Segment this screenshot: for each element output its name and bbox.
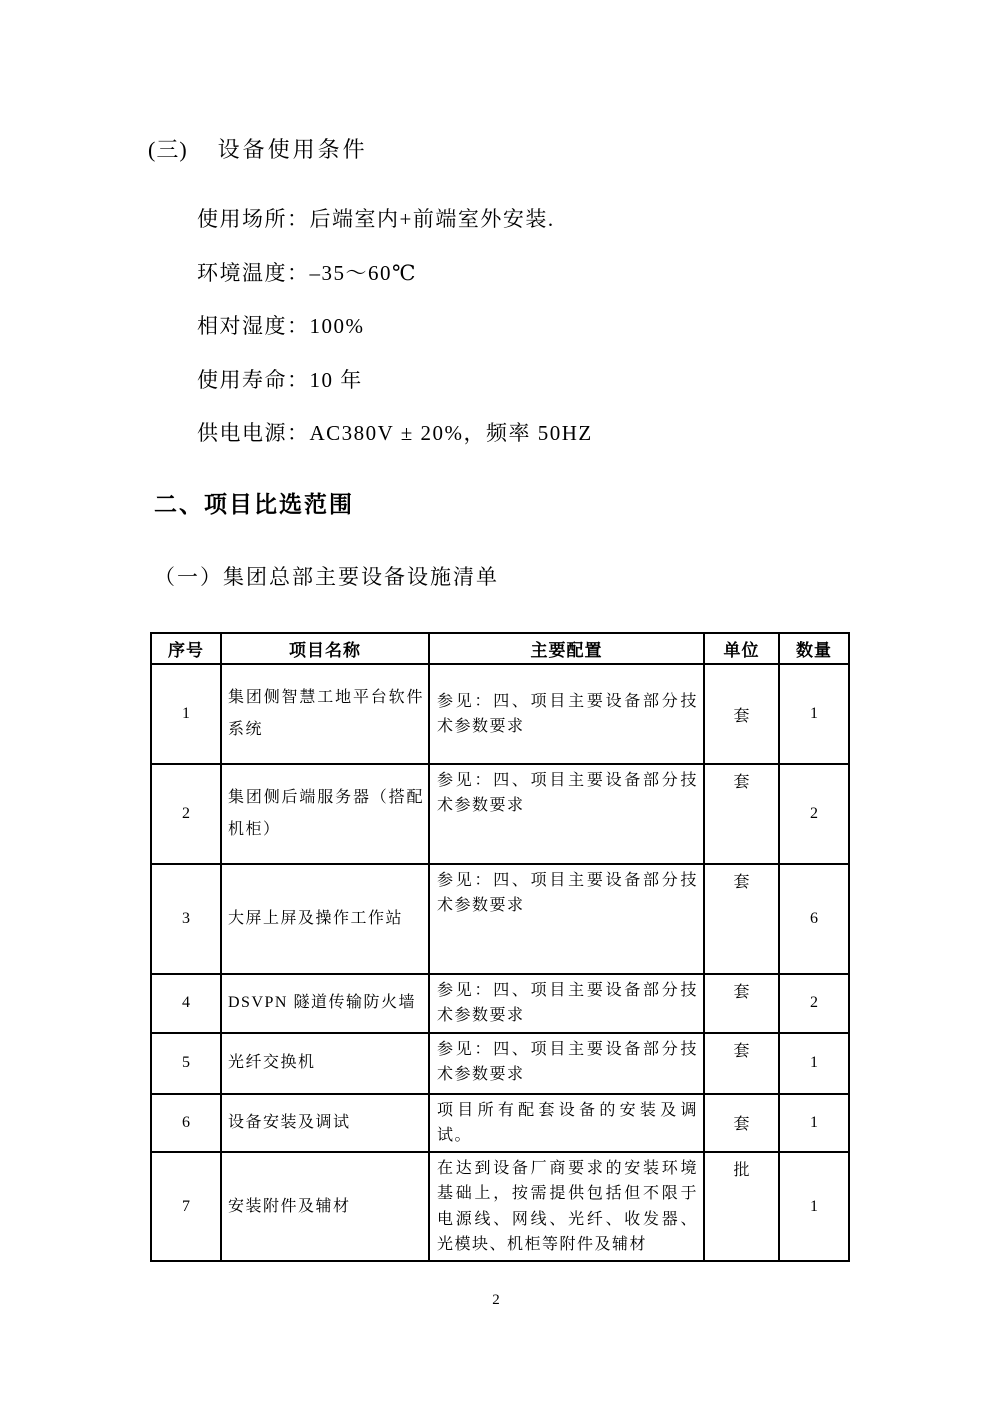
section-heading-equipment-conditions — [148, 133, 368, 164]
section-heading-project-scope: 二、项目比选范围 — [154, 492, 354, 517]
name-cell: 安装附件及辅材 — [221, 1152, 429, 1261]
seq-cell: 4 — [151, 974, 221, 1033]
qty-cell: 1 — [779, 1152, 849, 1261]
qty-cell: 1 — [779, 1033, 849, 1094]
table-row — [151, 1152, 849, 1261]
table-row — [151, 764, 849, 864]
config-cell: 参见：四、项目主要设备部分技术参数要求 — [429, 764, 704, 864]
condition-line-ambient-temperature: 环境温度：–35～60℃ — [197, 260, 417, 285]
name-cell: 光纤交换机 — [221, 1033, 429, 1094]
unit-cell: 套 — [704, 1094, 779, 1153]
qty-cell: 2 — [779, 974, 849, 1033]
seq-cell: 2 — [151, 764, 221, 864]
name-cell: DSVPN 隧道传输防火墙 — [221, 974, 429, 1033]
table-row — [151, 974, 849, 1033]
name-cell: 大屏上屏及操作工作站 — [221, 864, 429, 974]
unit-cell: 套 — [704, 864, 779, 974]
unit-cell: 套 — [704, 664, 779, 764]
unit-cell: 套 — [704, 974, 779, 1033]
config-cell: 参见：四、项目主要设备部分技术参数要求 — [429, 974, 704, 1033]
qty-cell: 1 — [779, 1094, 849, 1153]
qty-cell: 2 — [779, 764, 849, 864]
table-header-qty: 数量 — [779, 633, 849, 664]
condition-list — [197, 203, 593, 471]
unit-cell: 套 — [704, 764, 779, 864]
section-title: 设备使用条件 — [217, 137, 368, 162]
qty-cell: 1 — [779, 664, 849, 764]
config-cell: 参见：四、项目主要设备部分技术参数要求 — [429, 664, 704, 764]
table-row — [151, 864, 849, 974]
table-row — [151, 664, 849, 764]
name-cell: 设备安装及调试 — [221, 1094, 429, 1153]
seq-cell: 1 — [151, 664, 221, 764]
table-row — [151, 1094, 849, 1153]
seq-cell: 7 — [151, 1152, 221, 1261]
subsection-heading-equipment-list: （一）集团总部主要设备设施清单 — [154, 565, 499, 589]
table-header-name: 项目名称 — [221, 633, 429, 664]
unit-cell: 批 — [704, 1152, 779, 1261]
config-cell: 在达到设备厂商要求的安装环境基础上，按需提供包括但不限于电源线、网线、光纤、收发器、光模块、机柜等附件及辅材 — [429, 1152, 704, 1261]
table-header-row — [151, 633, 849, 664]
qty-cell: 6 — [779, 864, 849, 974]
table-header-unit: 单位 — [704, 633, 779, 664]
unit-cell: 套 — [704, 1033, 779, 1094]
condition-line-usage-place: 使用场所：后端室内+前端室外安装. — [197, 207, 555, 231]
name-cell: 集团侧后端服务器（搭配机柜） — [221, 764, 429, 864]
section-number: (三) — [148, 137, 188, 162]
name-cell: 集团侧智慧工地平台软件系统 — [221, 664, 429, 764]
table-header-config: 主要配置 — [429, 633, 704, 664]
config-cell: 项目所有配套设备的安装及调试。 — [429, 1094, 704, 1153]
seq-cell: 6 — [151, 1094, 221, 1153]
equipment-list-table — [150, 632, 850, 1262]
config-cell: 参见：四、项目主要设备部分技术参数要求 — [429, 1033, 704, 1094]
seq-cell: 5 — [151, 1033, 221, 1094]
condition-line-power-supply: 供电电源：AC380V ± 20%，频率 50HZ — [197, 421, 593, 445]
seq-cell: 3 — [151, 864, 221, 974]
condition-line-relative-humidity: 相对湿度：100% — [197, 314, 365, 338]
table-header-seq: 序号 — [151, 633, 221, 664]
table-row — [151, 1033, 849, 1094]
condition-line-service-life: 使用寿命：10 年 — [197, 367, 363, 392]
page-number: 2 — [492, 1292, 500, 1308]
config-cell: 参见：四、项目主要设备部分技术参数要求 — [429, 864, 704, 974]
